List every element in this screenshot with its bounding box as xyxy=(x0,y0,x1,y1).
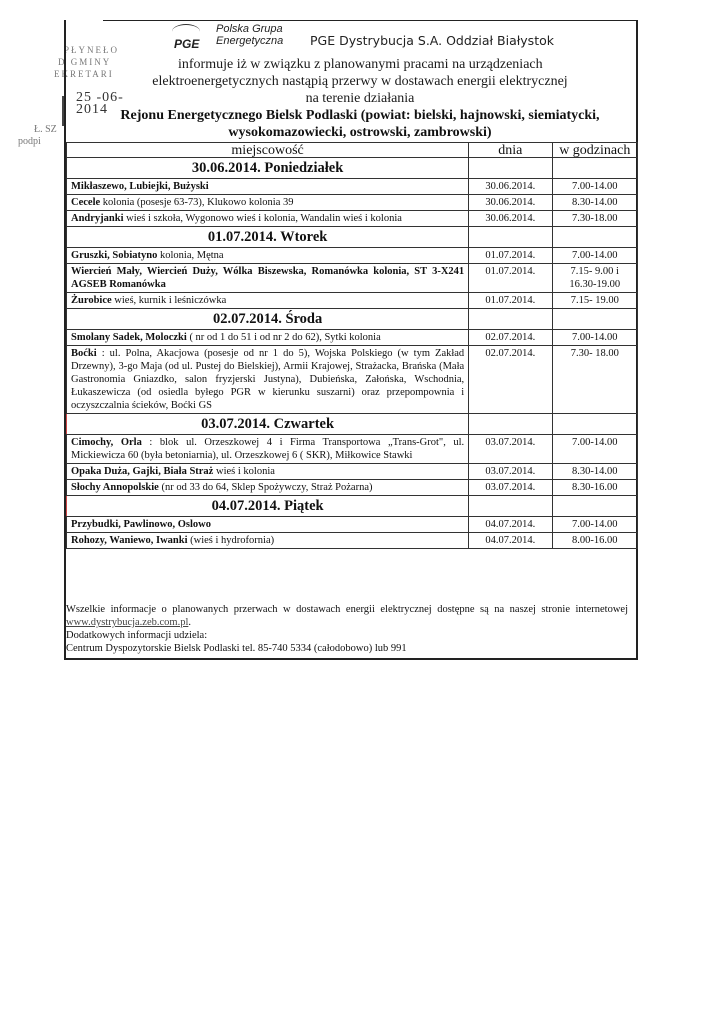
place-detail: (wieś i hydrofornia) xyxy=(187,535,275,546)
hours-cell: 7.15- 19.00 xyxy=(552,293,637,309)
footer-contact: Centrum Dyspozytorskie Bielsk Podlaski tel. 85-740 5334 (całodobowo) lub 991 xyxy=(66,643,407,654)
table-row xyxy=(67,533,638,549)
day-header-row xyxy=(67,227,638,248)
place-cell xyxy=(67,248,469,264)
table-row xyxy=(67,346,638,414)
place-cell xyxy=(67,293,469,309)
place-name: Żurobice xyxy=(71,295,112,306)
empty-cell xyxy=(469,414,552,435)
place-name: Gruszki, Sobiatyno xyxy=(71,250,158,261)
hours-cell: 7.30- 18.00 xyxy=(552,346,637,414)
table-row xyxy=(67,435,638,464)
table-row xyxy=(67,179,638,195)
stamp-date: 25 -06- 2014 xyxy=(76,90,124,117)
hours-cell: 8.00-16.00 xyxy=(552,533,637,549)
footer-info: Wszelkie informacje o planowanych przerwach w dostawach energii elektrycznej dostępne są na naszej stronie internetowej xyxy=(66,604,628,615)
place-cell xyxy=(67,211,469,227)
day-header-row xyxy=(67,309,638,330)
table-row xyxy=(67,293,638,309)
table-row xyxy=(67,517,638,533)
place-cell xyxy=(67,533,469,549)
date-cell: 02.07.2014. xyxy=(469,346,552,414)
day-header-row xyxy=(67,496,638,517)
footer-note: Wszelkie informacje o planowanych przerwach w dostawach energii elektrycznej dostępne są na naszej stronie internetowej www.dystrybucja.zeb.com.pl. Dodatkowych informacji udziela: Centrum Dyspozytorskie Bielsk Podlaski tel. 85-740 5334 (całodobowo) lub 991 xyxy=(66,604,628,654)
empty-cell xyxy=(552,414,637,435)
website-link[interactable]: www.dystrybucja.zeb.com.pl xyxy=(66,617,189,628)
day-header-row xyxy=(67,158,638,179)
date-cell: 30.06.2014. xyxy=(469,211,552,227)
logo-group-line1: Polska Grupa xyxy=(216,23,283,35)
day-title: 02.07.2014. Środa xyxy=(67,309,469,330)
place-name: Cimochy, Orla xyxy=(71,437,142,448)
logo-brand: PGE xyxy=(174,37,200,51)
intro-line: na terenie działania xyxy=(305,91,415,106)
date-cell: 01.07.2014. xyxy=(469,248,552,264)
hours-cell: 7.00-14.00 xyxy=(552,330,637,346)
stamp-line: Ł. SZ xyxy=(34,124,57,135)
intro-line: elektroenergetycznych nastąpią przerwy w dostawach energii elektrycznej xyxy=(152,74,568,89)
place-detail: wieś i kolonia xyxy=(213,466,275,477)
place-name: Cecele xyxy=(71,197,101,208)
place-name: Andryjanki xyxy=(71,213,124,224)
place-detail: ( nr od 1 do 51 i od nr 2 do 62), Sytki kolonia xyxy=(186,332,381,343)
region-line: wysokomazowiecki, ostrowski, zambrowski) xyxy=(228,125,492,140)
place-cell xyxy=(67,346,469,414)
table-row xyxy=(67,464,638,480)
header-day: dnia xyxy=(469,143,552,158)
place-cell xyxy=(67,264,469,293)
day-title: 04.07.2014. Piątek xyxy=(67,496,469,517)
outage-schedule-table xyxy=(66,142,638,549)
place-name: Rohozy, Waniewo, Iwanki xyxy=(71,535,188,546)
day-header-row xyxy=(67,414,638,435)
place-cell xyxy=(67,480,469,496)
place-name: Mikłaszewo, Lubiejki, Bużyski xyxy=(71,181,209,192)
place-detail: : blok ul. Orzeszkowej 4 i Firma Transportowa „Trans-Grot", ul. Mickiewicza 60 (była betoniarnia), ul. Orzeszkowej 6 ( SKR), Miłkowice Stawki xyxy=(71,437,465,461)
header-hours: w godzinach xyxy=(552,143,637,158)
place-name: Słochy Annopolskie xyxy=(71,482,159,493)
table-row xyxy=(67,211,638,227)
hours-cell: 7.00-14.00 xyxy=(552,435,637,464)
place-cell xyxy=(67,195,469,211)
place-detail: kolonia, Mętna xyxy=(157,250,224,261)
place-cell xyxy=(67,464,469,480)
region-line: Rejonu Energetycznego Bielsk Podlaski (powiat: bielski, hajnowski, siemiatycki, xyxy=(120,108,600,123)
hours-cell: 8.30-14.00 xyxy=(552,464,637,480)
place-name: Boćki xyxy=(71,348,97,359)
place-detail: wieś, kurnik i leśniczówka xyxy=(111,295,227,306)
hours-cell: 7.15- 9.00 i 16.30-19.00 xyxy=(552,264,637,293)
stamp-line: EKRETARI xyxy=(54,69,114,79)
table-row xyxy=(67,248,638,264)
date-cell: 01.07.2014. xyxy=(469,293,552,309)
empty-cell xyxy=(469,309,552,330)
place-detail: (nr od 33 do 64, Sklep Spożywczy, Straż Pożarna) xyxy=(158,482,373,493)
hours-cell: 8.30-16.00 xyxy=(552,480,637,496)
date-cell: 03.07.2014. xyxy=(469,480,552,496)
place-cell xyxy=(67,179,469,195)
hours-cell: 7.00-14.00 xyxy=(552,179,637,195)
logo-group-line2: Energetyczna xyxy=(216,35,284,47)
place-cell xyxy=(67,330,469,346)
place-detail: wieś i szkoła, Wygonowo wieś i kolonia, Wandalin wieś i kolonia xyxy=(123,213,402,224)
table-header-row xyxy=(67,143,638,158)
empty-cell xyxy=(469,227,552,248)
stamp-line: podpi xyxy=(18,136,41,147)
day-title: 30.06.2014. Poniedziałek xyxy=(67,158,469,179)
empty-cell xyxy=(552,496,637,517)
date-cell: 30.06.2014. xyxy=(469,195,552,211)
place-name: Opaka Duża, Gajki, Biała Straż xyxy=(71,466,214,477)
table-row xyxy=(67,480,638,496)
hours-cell: 7.30-18.00 xyxy=(552,211,637,227)
place-cell xyxy=(67,435,469,464)
hours-cell: 7.00-14.00 xyxy=(552,517,637,533)
table-row xyxy=(67,264,638,293)
company-name: PGE Dystrybucja S.A. Oddział Białystok xyxy=(310,33,554,48)
table-row xyxy=(67,195,638,211)
place-detail: : ul. Polna, Akacjowa (posesje od nr 1 do 5), Wojska Polskiego (w tym Zakład Drzewny), 3-go Maja (od ul. Pustej do Bielskiej), Armii Krajowej, Strażacka, Brańska (Mała Gastronomia Gniazdko, salon fryzjerski Justyna), Dubieńska, Załońska, Wschodnia, Łukaszewicza (od osiedla byłego PGR w kierunku suszarni) oraz przepompownia i oczyszczalnia ścieków, Boćki GS xyxy=(71,348,465,411)
date-cell: 03.07.2014. xyxy=(469,435,552,464)
place-name: Przybudki, Pawlinowo, Oslowo xyxy=(71,519,212,530)
date-cell: 03.07.2014. xyxy=(469,464,552,480)
stamp-line: PŁYNEŁO xyxy=(64,45,119,55)
hours-cell: 8.30-14.00 xyxy=(552,195,637,211)
empty-cell xyxy=(469,158,552,179)
stamp-line: D GMINY xyxy=(58,57,112,67)
day-title: 03.07.2014. Czwartek xyxy=(67,414,469,435)
date-cell: 02.07.2014. xyxy=(469,330,552,346)
empty-cell xyxy=(469,496,552,517)
place-detail: kolonia (posesje 63-73), Klukowo kolonia 39 xyxy=(100,197,294,208)
footer-contact-intro: Dodatkowych informacji udziela: xyxy=(66,630,208,641)
empty-cell xyxy=(552,309,637,330)
empty-cell xyxy=(552,158,637,179)
place-name: Smolany Sadek, Moloczki xyxy=(71,332,187,343)
place-name: Wiercień Mały, Wiercień Duży, Wólka Biszewska, Romanówka kolonia, ST 3-X241 AGSEB Romanówka xyxy=(71,266,465,290)
date-cell: 30.06.2014. xyxy=(469,179,552,195)
empty-cell xyxy=(552,227,637,248)
day-title: 01.07.2014. Wtorek xyxy=(67,227,469,248)
place-cell xyxy=(67,517,469,533)
intro-line: informuje iż w związku z planowanymi pracami na urządzeniach xyxy=(178,57,543,72)
date-cell: 04.07.2014. xyxy=(469,517,552,533)
pge-logo xyxy=(168,20,298,54)
date-cell: 01.07.2014. xyxy=(469,264,552,293)
logo-group-name xyxy=(216,23,283,47)
header-place: miejscowość xyxy=(67,143,469,158)
table-row xyxy=(67,330,638,346)
table-body xyxy=(67,158,638,549)
date-cell: 04.07.2014. xyxy=(469,533,552,549)
hours-cell: 7.00-14.00 xyxy=(552,248,637,264)
